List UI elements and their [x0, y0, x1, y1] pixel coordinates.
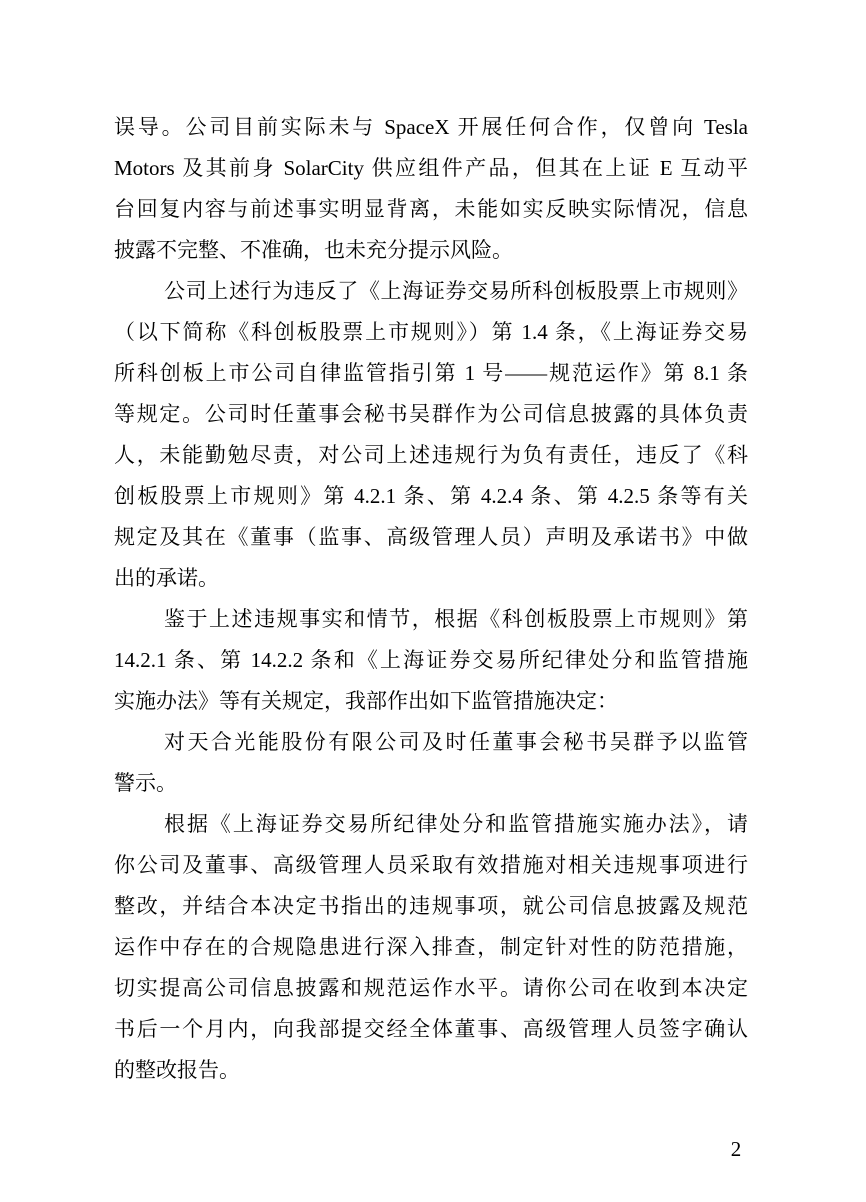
page-number: 2 [730, 1137, 742, 1161]
text-line: 对天合光能股份有限公司及时任董事会秘书吴群予以监管 [164, 730, 748, 754]
text-line: 台回复内容与前述事实明显背离，未能如实反映实际情况，信息 [114, 197, 748, 221]
text-line: 警示。 [114, 771, 177, 795]
text-line: 运作中存在的合规隐患进行深入排查，制定针对性的防范措施， [114, 935, 748, 959]
text-line: 根据《上海证券交易所纪律处分和监管措施实施办法》，请 [164, 812, 748, 836]
text-line: 鉴于上述违规事实和情节，根据《科创板股票上市规则》第 [164, 607, 748, 631]
text-line: 整改，并结合本决定书指出的违规事项，就公司信息披露及规范 [114, 894, 748, 918]
text-line: Motors 及其前身 SolarCity 供应组件产品，但其在上证 E 互动平 [114, 156, 748, 180]
text-line: （以下简称《科创板股票上市规则》）第 1.4 条，《上海证券交易 [114, 320, 748, 344]
text-line: 切实提高公司信息披露和规范运作水平。请你公司在收到本决定 [114, 976, 748, 1000]
text-line: 实施办法》等有关规定，我部作出如下监管措施决定： [114, 689, 618, 713]
text-line: 的整改报告。 [114, 1058, 240, 1082]
text-line: 规定及其在《董事（监事、高级管理人员）声明及承诺书》中做 [114, 525, 748, 549]
text-line: 你公司及董事、高级管理人员采取有效措施对相关违规事项进行 [114, 853, 748, 877]
text-line: 书后一个月内，向我部提交经全体董事、高级管理人员签字确认 [114, 1017, 748, 1041]
text-line: 所科创板上市公司自律监管指引第 1 号——规范运作》第 8.1 条 [114, 361, 748, 385]
text-line: 公司上述行为违反了《上海证券交易所科创板股票上市规则》 [164, 279, 748, 303]
text-line: 人，未能勤勉尽责，对公司上述违规行为负有责任，违反了《科 [114, 443, 748, 467]
text-line: 创板股票上市规则》第 4.2.1 条、第 4.2.4 条、第 4.2.5 条等有关 [114, 484, 748, 508]
text-line: 出的承诺。 [114, 566, 219, 590]
text-line: 披露不完整、不准确，也未充分提示风险。 [114, 238, 513, 262]
document-body [114, 107, 748, 1091]
text-line: 14.2.1 条、第 14.2.2 条和《上海证券交易所纪律处分和监管措施 [114, 648, 748, 672]
text-line: 等规定。公司时任董事会秘书吴群作为公司信息披露的具体负责 [114, 402, 748, 426]
text-line: 误导。公司目前实际未与 SpaceX 开展任何合作，仅曾向 Tesla [114, 115, 748, 139]
